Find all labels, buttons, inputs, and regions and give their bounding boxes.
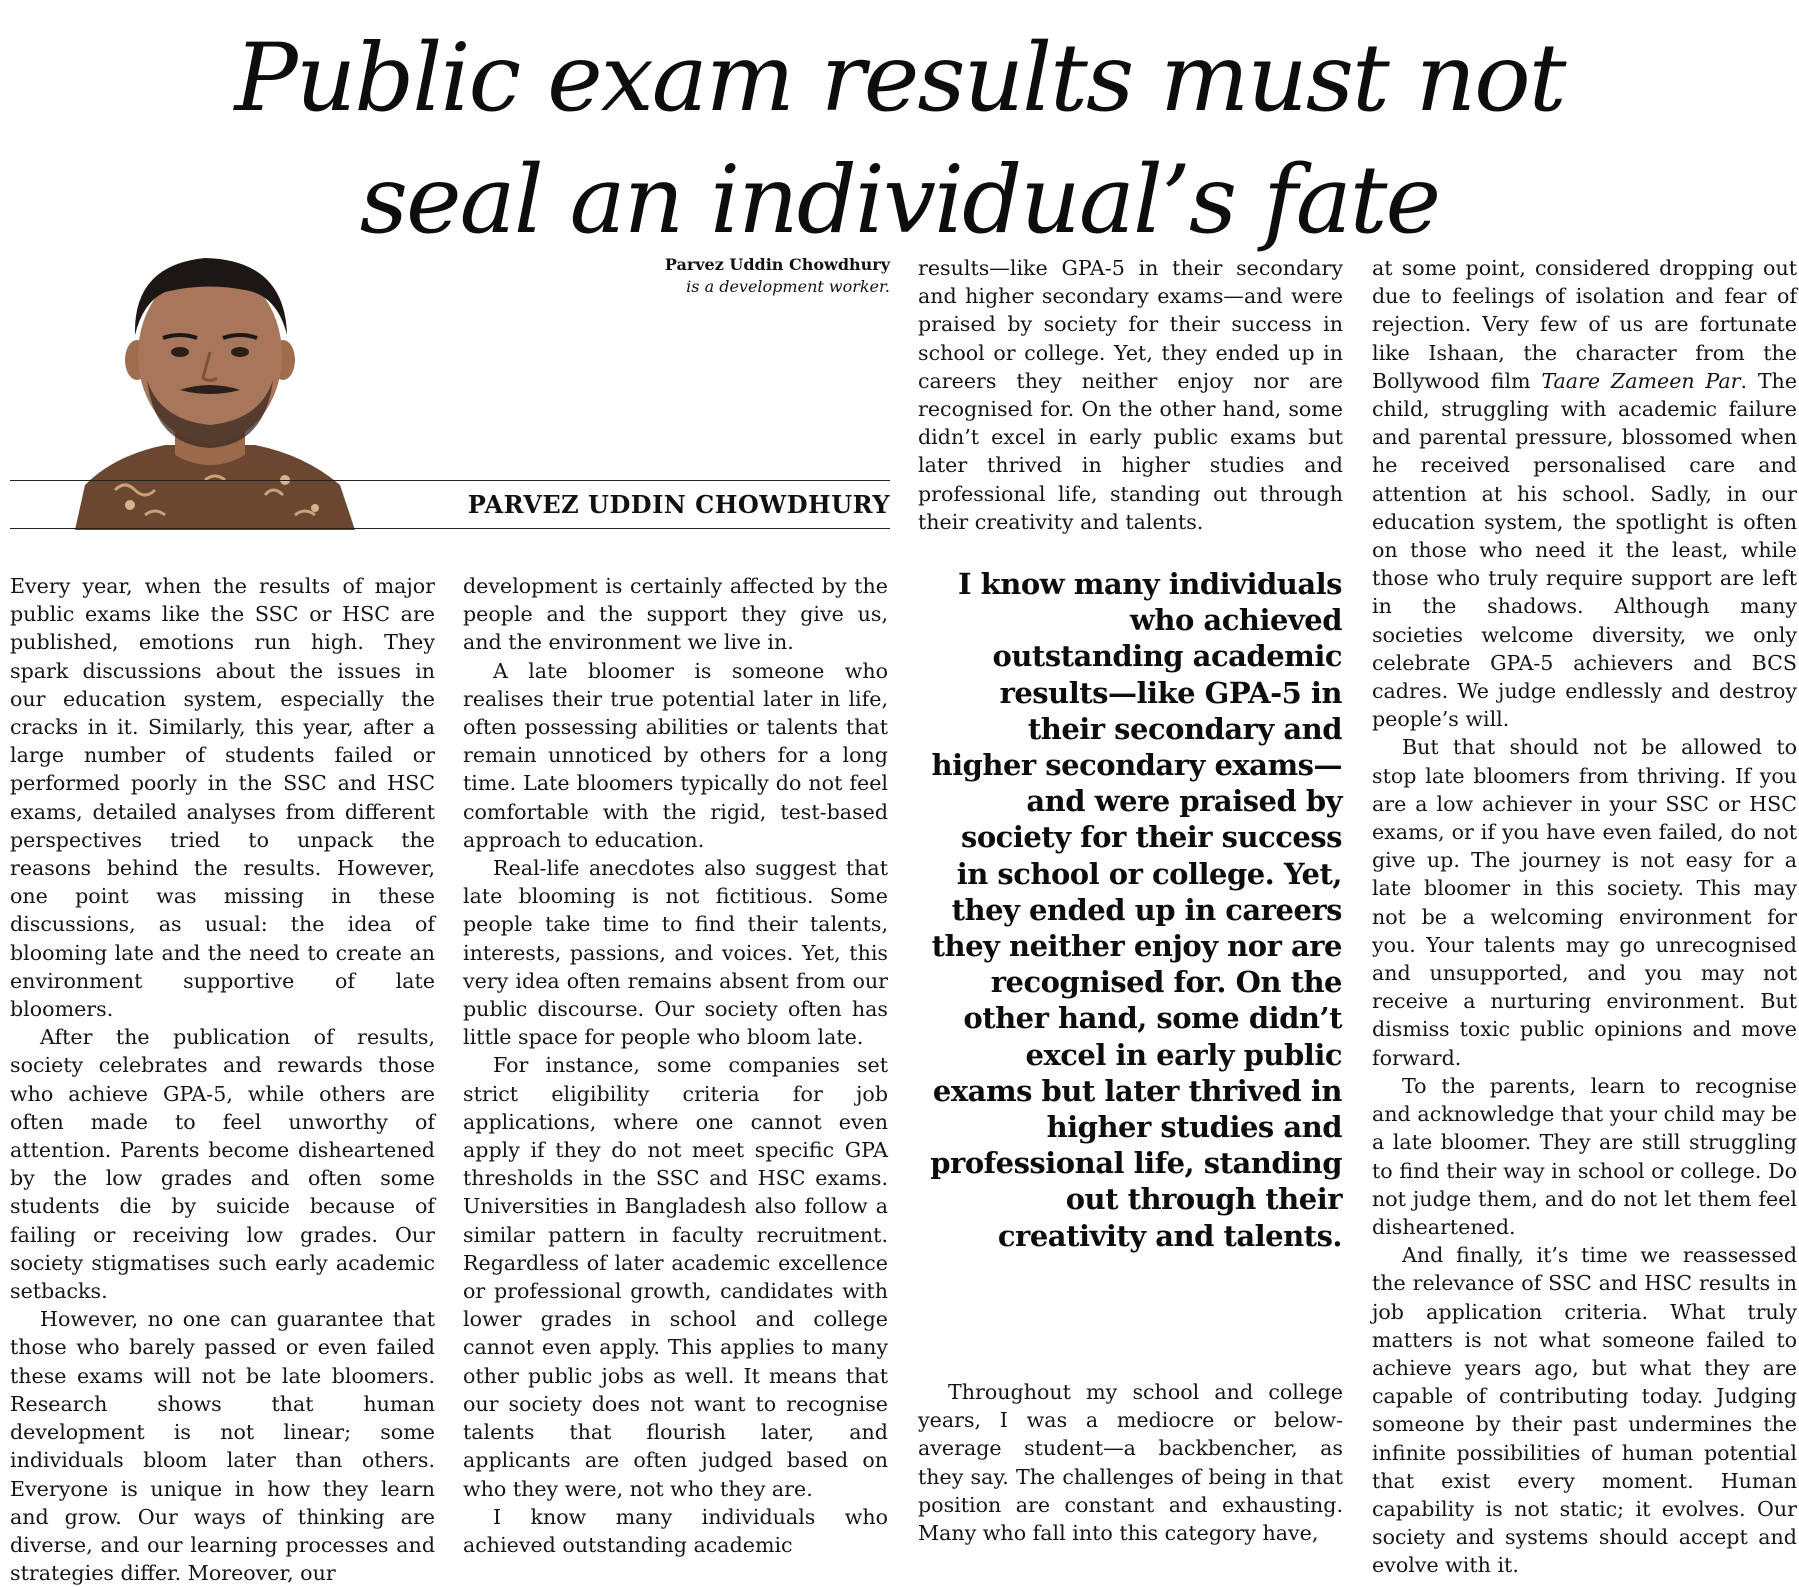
byline-role: is a development worker. [686, 277, 890, 296]
paragraph: For instance, some companies set strict eligibility criteria for job applications, where one cannot even apply if they do not meet specific GPA thresholds in the SSC and HSC exams. Universities in Bangladesh also follow a similar pattern in faculty recruitment. Regardless of later academic excellence or professional growth, candidates with lower grades in school and college cannot even apply. This applies to many other public jobs as well. It means that our society does not want to recognise talents that flourish later, and applicants are often judged based on who they were, not who they are. [463, 1053, 888, 1501]
article-column-3-bottom [918, 1378, 1343, 1547]
paragraph: To the parents, learn to recognise and acknowledge that your child may be a late bloomer. They are still struggling to find their way in school or college. Do not judge them, and do not let them feel disheartened. [1372, 1073, 1797, 1239]
paragraph: I know many individuals who achieved outstanding academic [463, 1504, 888, 1557]
film-title: Taare Zameen Par [1541, 368, 1741, 393]
text-run: . The child, struggling with academic failure and parental pressure, blossomed when he received personalised care and attention at his school. Sadly, in our education system, the spotlight is often on those who need it the least, while those who truly require support are left in the shadows. Although many societies welcome diversity, we only celebrate GPA-5 achievers and BCS cadres. We judge endlessly and destroy people’s will. [1372, 368, 1798, 732]
paragraph: results—like GPA-5 in their secondary and higher secondary exams—and were praised by society for their success in school or college. Yet, they ended up in careers they neither enjoy nor are recognised for. On the other hand, some didn’t excel in early public exams but later thrived in higher studies and professional life, standing out through their creativity and talents. [918, 256, 1343, 534]
article-column-4 [1372, 254, 1797, 1580]
paragraph: After the publication of results, society celebrates and rewards those who achieve GPA-5, while others are often made to feel unworthy of attention. Parents become disheartened by the low grades and often some students die by suicide because of failing or receiving low grades. Our society stigmatises such early academic setbacks. [10, 1025, 435, 1304]
paragraph: Throughout my school and college years, I was a mediocre or below-average student—a backbencher, as they say. The challenges of being in that position are constant and exhausting. Many who fall into this category have, [918, 1380, 1343, 1546]
article-column-2 [463, 572, 888, 1559]
article-column-3-top [918, 254, 1343, 536]
headline-line-1: Public exam results must not [234, 24, 1565, 133]
paragraph: Real-life anecdotes also suggest that late blooming is not fictitious. Some people take time to find their talents, interests, passions, and voices. Yet, this very idea often remains absent from our public discourse. Our society often has little space for people who bloom late. [463, 856, 888, 1050]
paragraph: And finally, it’s time we reassessed the relevance of SSC and HSC results in job application criteria. What truly matters is not what someone failed to achieve years ago, but what they are capable of contributing today. Judging someone by their past undermines the infinite possibilities of human potential that exist every moment. Human capability is not static; it evolves. Our society and systems should accept and evolve with it. [1372, 1243, 1797, 1578]
paragraph: development is certainly affected by the people and the support they give us, and the environment we live in. [463, 574, 888, 655]
paragraph [1372, 254, 1797, 733]
author-photo [55, 240, 365, 530]
article-column-1 [10, 572, 435, 1587]
paragraph: Every year, when the results of major public exams like the SSC or HSC are published, emotions run high. They spark discussions about the issues in our education system, especially the cracks in it. Similarly, this year, after a large number of students failed or performed poorly in the SSC and HSC exams, detailed analyses from different perspectives tried to unpack the reasons behind the results. However, one point was missing in these discussions, as usual: the idea of blooming late and the need to create an environment supportive of late bloomers. [10, 574, 435, 1022]
headline [0, 18, 1799, 262]
headline-line-2: seal an individual’s fate [359, 146, 1440, 255]
author-name-label: PARVEZ UDDIN CHOWDHURY [467, 490, 890, 519]
paragraph: But that should not be allowed to stop late bloomers from thriving. If you are a low achiever in your SSC or HSC exams, or if you have even failed, do not give up. The journey is not easy for a late bloomer in this society. This may not be a welcoming environment for you. Your talents may go unrecognised and unsupported, and you may not receive a nurturing environment. But dismiss toxic public opinions and move forward. [1372, 735, 1797, 1070]
byline-name: Parvez Uddin Chowdhury [664, 255, 890, 274]
paragraph: However, no one can guarantee that those who barely passed or even failed these exams will not be late bloomers. Research shows that human development is not linear; some individuals bloom later than others. Everyone is unique in how they learn and grow. Our ways of thinking are diverse, and our learning processes and strategies differ. Moreover, our [10, 1307, 435, 1586]
author-byline [560, 254, 890, 298]
paragraph: A late bloomer is someone who realises their true potential later in life, often possessing abilities or talents that remain unnoticed by others for a long time. Late bloomers typically do not feel comfortable with the rigid, test-based approach to education. [463, 658, 888, 852]
author-rule-top [10, 480, 890, 481]
text-run: at some point, considered dropping out due to feelings of isolation and fear of rejection. Very few of us are fortunate like Ishaan, the character from the Bollywood film [1372, 256, 1797, 393]
author-rule-bottom [10, 528, 890, 529]
pull-quote: I know many individuals who achieved outstanding academic results—like GPA-5 in their secondary and higher secondary exams—and were praised by society for their success in school or college. Yet, they ended up in careers they neither enjoy nor are recognised for. On the other hand, some didn’t excel in early public exams but later thrived in higher studies and professional life, standing out through their creativity and talents. [930, 567, 1342, 1253]
